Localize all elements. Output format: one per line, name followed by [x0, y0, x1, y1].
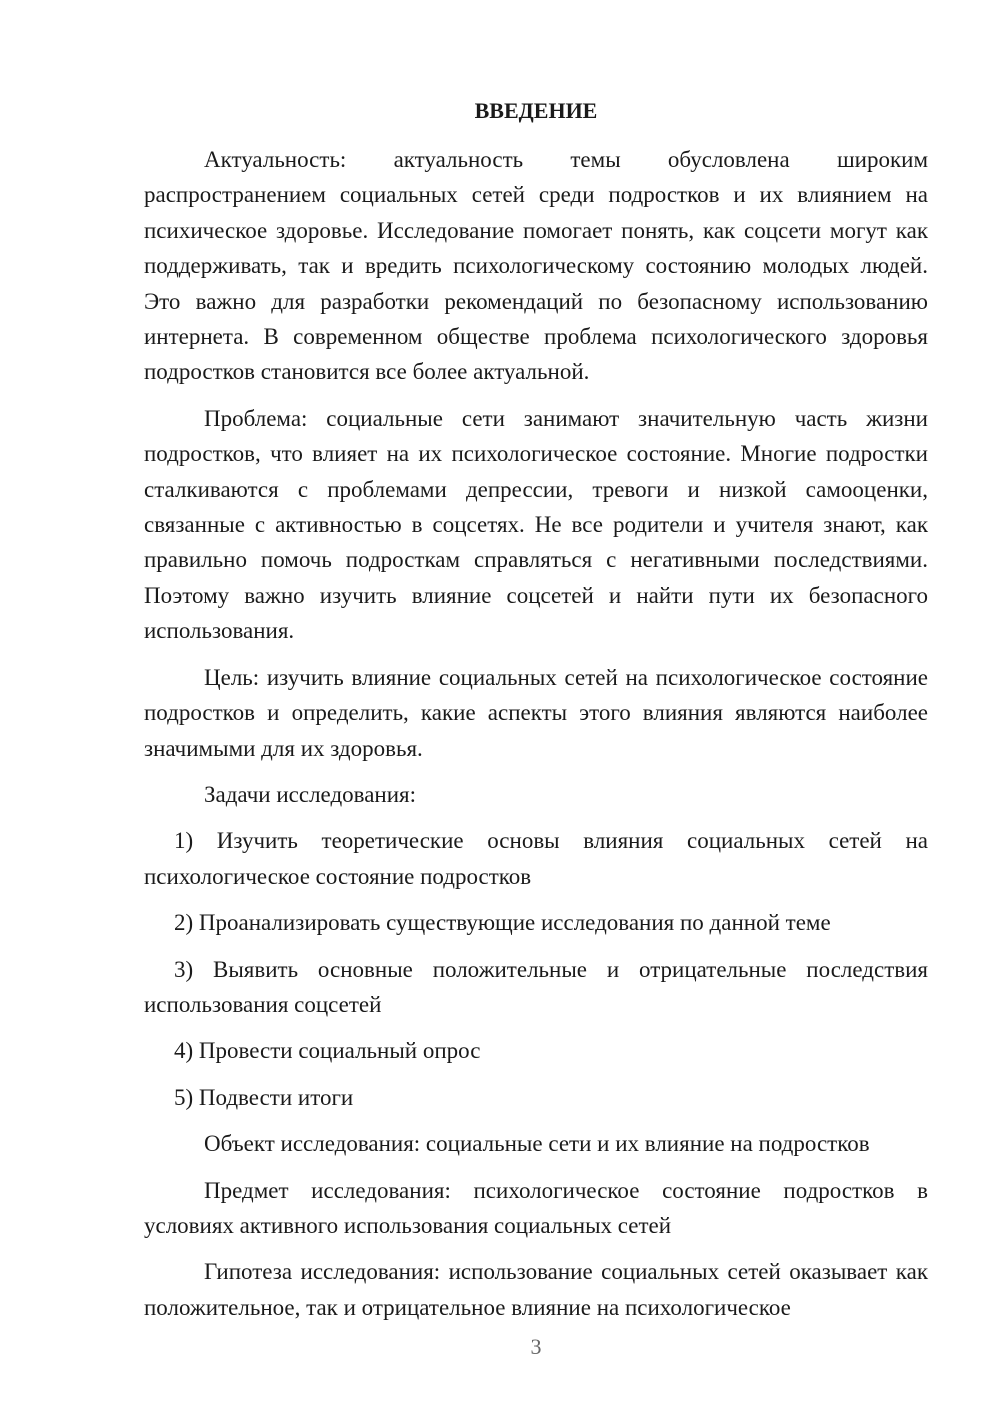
- task-item-4: 4) Провести социальный опрос: [174, 1038, 481, 1064]
- body-text: [144, 142, 928, 1336]
- page-number: 3: [530, 1334, 542, 1359]
- tasks-heading: Задачи исследования:: [204, 781, 417, 807]
- subject-paragraph: Предмет исследования: психологическое состояние подростков в условиях активного использования социальных сетей: [144, 1177, 928, 1238]
- relevance-paragraph: Актуальность: актуальность темы обусловлена широким распространением социальных сетей среди подростков и их влиянием на психическое здоровье. Исследование помогает понять, как соцсети могут как поддерживать, так и вредить психологическому состоянию молодых людей. Это важно для разработки рекомендаций по безопасному использованию интернета. В современном обществе проблема психологического здоровья подростков становится все более актуальной.: [144, 147, 928, 385]
- task-item-5: 5) Подвести итоги: [174, 1084, 354, 1110]
- section-title: ВВЕДЕНИЕ: [474, 98, 598, 123]
- hypothesis-paragraph: Гипотеза исследования: использование социальных сетей оказывает как положительное, так и отрицательное влияние на психологическое: [144, 1259, 928, 1320]
- task-item-2: 2) Проанализировать существующие исследования по данной теме: [174, 910, 831, 936]
- task-item-1: 1) Изучить теоретические основы влияния социальных сетей на психологическое состояние подростков: [144, 828, 928, 889]
- object-paragraph: Объект исследования: социальные сети и их влияние на подростков: [204, 1131, 870, 1157]
- task-item-3: 3) Выявить основные положительные и отрицательные последствия использования соцсетей: [144, 956, 928, 1017]
- goal-paragraph: Цель: изучить влияние социальных сетей на психологическое состояние подростков и определить, какие аспекты этого влияния являются наиболее значимыми для их здоровья.: [144, 664, 928, 761]
- problem-paragraph: Проблема: социальные сети занимают значительную часть жизни подростков, что влияет на их психологическое состояние. Многие подростки сталкиваются с проблемами депрессии, тревоги и низкой самооценки, связанные с активностью в соцсетях. Не все родители и учителя знают, как правильно помочь подросткам справляться с негативными последствиями. Поэтому важно изучить влияние соцсетей и найти пути их безопасного использования.: [144, 405, 928, 644]
